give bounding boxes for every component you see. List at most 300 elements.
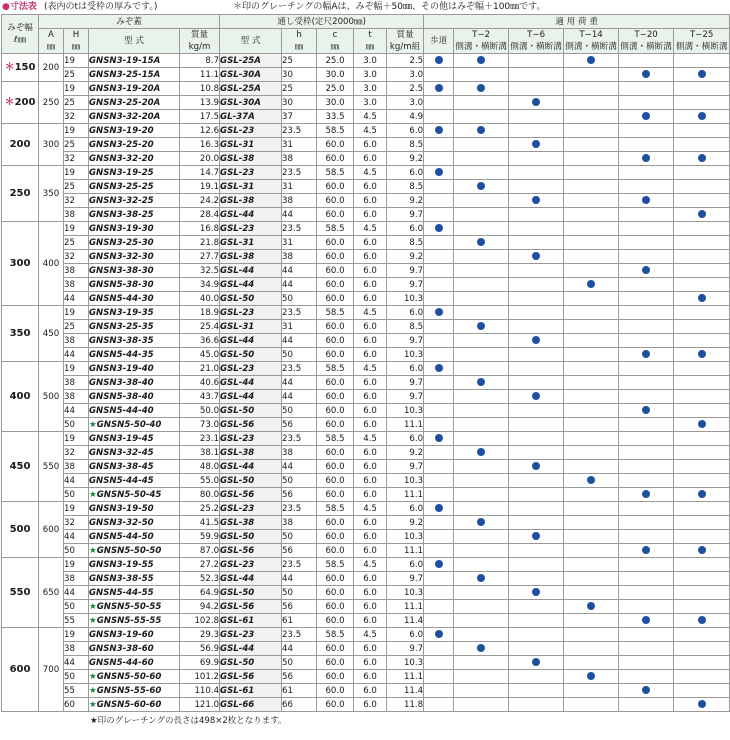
load-cell: [674, 222, 730, 236]
fh-cell: 23.5: [282, 558, 317, 572]
fh-cell: 50: [282, 404, 317, 418]
fmass-cell: 9.2: [387, 446, 424, 460]
model-cell: [89, 208, 180, 222]
model-cell: [89, 586, 180, 600]
fmass-cell: 6.0: [387, 222, 424, 236]
h-cell: 50: [64, 488, 89, 502]
load-cell: [424, 292, 454, 306]
load-cell: [509, 502, 564, 516]
load-cell: [619, 502, 674, 516]
load-cell: [674, 460, 730, 474]
col-ft: [354, 29, 387, 54]
model-value: GNSN3-19-60: [89, 629, 154, 640]
load-cell: [619, 236, 674, 250]
table-row: [2, 306, 730, 320]
load-cell: [564, 544, 619, 558]
model-value: GNSN3-25-25: [89, 181, 154, 192]
load-cell: [424, 600, 454, 614]
fmass-cell: 6.0: [387, 306, 424, 320]
fmass-cell: 8.5: [387, 236, 424, 250]
load-cell: [509, 54, 564, 68]
frame-model-cell: GSL-50: [220, 656, 282, 670]
width-cell: [2, 54, 39, 82]
ft-cell: 6.0: [354, 264, 387, 278]
fh-cell: 50: [282, 586, 317, 600]
load-cell: [674, 418, 730, 432]
load-cell: [454, 348, 509, 362]
load-cell: [509, 544, 564, 558]
load-dot-icon: [532, 392, 540, 400]
width-cell: [2, 82, 39, 124]
load-dot-icon: [642, 686, 650, 694]
frame-model-cell: GSL-50: [220, 292, 282, 306]
load-cell: [619, 698, 674, 712]
fh-cell: 31: [282, 138, 317, 152]
load-cell: [509, 558, 564, 572]
model-value: GNSN3-32-20: [89, 153, 154, 164]
load-cell: [674, 124, 730, 138]
ft-cell: 6.0: [354, 600, 387, 614]
mass-cell: 25.4: [180, 320, 220, 334]
model-value: GNSN5-50-45: [96, 489, 162, 500]
ft-cell: 4.5: [354, 362, 387, 376]
col-load-label: T−25: [689, 30, 714, 40]
load-cell: [454, 194, 509, 208]
load-cell: [424, 614, 454, 628]
h-cell: 32: [64, 516, 89, 530]
load-dot-icon: [698, 490, 706, 498]
table-row: [2, 460, 730, 474]
load-dot-icon: [642, 154, 650, 162]
load-cell: [619, 166, 674, 180]
load-cell: [619, 348, 674, 362]
load-cell: [619, 446, 674, 460]
mass-cell: 94.2: [180, 600, 220, 614]
fh-cell: 30: [282, 68, 317, 82]
load-cell: [424, 348, 454, 362]
load-cell: [424, 586, 454, 600]
h-cell: 44: [64, 586, 89, 600]
frame-model-cell: GSL-38: [220, 250, 282, 264]
load-cell: [674, 180, 730, 194]
load-cell: [619, 194, 674, 208]
col-load-label: T−20: [634, 30, 658, 40]
frame-model-cell: GSL-50: [220, 474, 282, 488]
ft-cell: 3.0: [354, 54, 387, 68]
frame-model-cell: GSL-30A: [220, 68, 282, 82]
load-dot-icon: [435, 364, 443, 372]
model-cell: [89, 236, 180, 250]
fmass-cell: 9.7: [387, 642, 424, 656]
model-cell: [89, 390, 180, 404]
load-cell: [674, 194, 730, 208]
load-cell: [619, 250, 674, 264]
a-cell: 500: [39, 362, 64, 432]
load-cell: [619, 572, 674, 586]
mass-cell: 102.8: [180, 614, 220, 628]
load-cell: [619, 68, 674, 82]
width-cell: [2, 362, 39, 432]
load-cell: [454, 460, 509, 474]
model-cell: [89, 572, 180, 586]
fc-cell: 60.0: [317, 698, 354, 712]
load-cell: [564, 152, 619, 166]
load-cell: [564, 138, 619, 152]
fmass-cell: 10.3: [387, 474, 424, 488]
model-value: GNSN3-19-15A: [89, 55, 161, 66]
ft-cell: 6.0: [354, 376, 387, 390]
col-load-sidewalk: [424, 29, 454, 54]
h-cell: 19: [64, 222, 89, 236]
mass-cell: 23.1: [180, 432, 220, 446]
load-cell: [454, 166, 509, 180]
load-cell: [454, 446, 509, 460]
fmass-cell: 8.5: [387, 320, 424, 334]
col-fmass-label: 質量: [396, 30, 414, 40]
load-cell: [424, 166, 454, 180]
load-cell: [674, 264, 730, 278]
model-cell: [89, 656, 180, 670]
model-cell: [89, 264, 180, 278]
load-cell: [454, 222, 509, 236]
load-cell: [424, 390, 454, 404]
col-ft-label: t: [368, 30, 372, 40]
ft-cell: 6.0: [354, 194, 387, 208]
load-cell: [674, 558, 730, 572]
load-cell: [424, 516, 454, 530]
h-cell: 60: [64, 698, 89, 712]
table-row: [2, 348, 730, 362]
mass-cell: 50.0: [180, 404, 220, 418]
load-cell: [509, 642, 564, 656]
model-star-mark: ★: [89, 601, 97, 612]
table-row: [2, 390, 730, 404]
h-cell: 44: [64, 474, 89, 488]
load-cell: [509, 194, 564, 208]
h-cell: 32: [64, 152, 89, 166]
width-value: 200: [9, 138, 31, 150]
load-cell: [509, 334, 564, 348]
load-cell: [509, 264, 564, 278]
fh-cell: 23.5: [282, 166, 317, 180]
fmass-cell: 9.2: [387, 516, 424, 530]
model-cell: [89, 334, 180, 348]
load-cell: [424, 572, 454, 586]
load-cell: [424, 376, 454, 390]
fmass-cell: 6.0: [387, 166, 424, 180]
model-cell: [89, 250, 180, 264]
width-cell: [2, 166, 39, 222]
fc-cell: 60.0: [317, 530, 354, 544]
model-cell: [89, 180, 180, 194]
table-row: [2, 698, 730, 712]
load-cell: [509, 432, 564, 446]
h-cell: 19: [64, 166, 89, 180]
load-cell: [509, 474, 564, 488]
load-cell: [454, 698, 509, 712]
width-cell: [2, 558, 39, 628]
h-cell: 44: [64, 404, 89, 418]
fmass-cell: 6.0: [387, 558, 424, 572]
fh-cell: 44: [282, 376, 317, 390]
load-cell: [564, 334, 619, 348]
h-cell: 19: [64, 82, 89, 96]
load-cell: [674, 110, 730, 124]
load-dot-icon: [435, 560, 443, 568]
load-dot-icon: [435, 126, 443, 134]
h-cell: 38: [64, 460, 89, 474]
mass-cell: 16.3: [180, 138, 220, 152]
load-cell: [454, 68, 509, 82]
load-dot-icon: [698, 294, 706, 302]
ft-cell: 4.5: [354, 558, 387, 572]
fmass-cell: 9.7: [387, 376, 424, 390]
table-row: [2, 68, 730, 82]
fh-cell: 44: [282, 572, 317, 586]
load-cell: [454, 292, 509, 306]
ft-cell: 4.5: [354, 628, 387, 642]
table-title: ●寸法表: [2, 2, 37, 12]
col-ft-unit: ㎜: [365, 42, 375, 52]
load-cell: [674, 348, 730, 362]
model-value: GNSN5-55-60: [96, 685, 162, 696]
fmass-cell: 9.7: [387, 460, 424, 474]
col-width-label: みぞ幅: [7, 23, 33, 33]
h-cell: 32: [64, 446, 89, 460]
load-cell: [509, 530, 564, 544]
fmass-cell: 10.3: [387, 404, 424, 418]
table-row: [2, 530, 730, 544]
col-fh: [282, 29, 317, 54]
frame-model-cell: GSL-23: [220, 124, 282, 138]
frame-model-cell: GSL-31: [220, 320, 282, 334]
load-dot-icon: [642, 616, 650, 624]
fmass-cell: 3.0: [387, 96, 424, 110]
load-cell: [619, 614, 674, 628]
load-dot-icon: [435, 434, 443, 442]
fh-cell: 61: [282, 614, 317, 628]
load-cell: [424, 152, 454, 166]
table-row: [2, 96, 730, 110]
table-row: [2, 110, 730, 124]
model-value: GNSN3-19-25: [89, 167, 154, 178]
fh-cell: 38: [282, 250, 317, 264]
model-cell: [89, 474, 180, 488]
h-cell: 44: [64, 530, 89, 544]
load-cell: [454, 306, 509, 320]
load-cell: [509, 516, 564, 530]
load-cell: [674, 376, 730, 390]
frame-model-cell: GSL-56: [220, 488, 282, 502]
frame-model-cell: GSL-61: [220, 684, 282, 698]
load-cell: [564, 54, 619, 68]
ft-cell: 4.5: [354, 502, 387, 516]
fmass-cell: 11.4: [387, 684, 424, 698]
load-cell: [619, 82, 674, 96]
fh-cell: 38: [282, 152, 317, 166]
table-row: [2, 516, 730, 530]
fmass-cell: 4.9: [387, 110, 424, 124]
load-cell: [424, 488, 454, 502]
model-star-mark: ★: [89, 685, 97, 696]
model-cell: [89, 138, 180, 152]
fmass-cell: 11.1: [387, 418, 424, 432]
load-cell: [454, 418, 509, 432]
col-load-group: 適 用 荷 重: [424, 15, 730, 29]
load-cell: [509, 572, 564, 586]
fc-cell: 58.5: [317, 558, 354, 572]
fh-cell: 38: [282, 446, 317, 460]
load-dot-icon: [642, 490, 650, 498]
h-cell: 19: [64, 558, 89, 572]
table-row: [2, 544, 730, 558]
fc-cell: 60.0: [317, 516, 354, 530]
fmass-cell: 10.3: [387, 292, 424, 306]
ft-cell: 6.0: [354, 488, 387, 502]
load-cell: [564, 614, 619, 628]
load-cell: [619, 684, 674, 698]
fmass-cell: 10.3: [387, 586, 424, 600]
h-cell: 38: [64, 278, 89, 292]
load-cell: [619, 292, 674, 306]
fc-cell: 60.0: [317, 586, 354, 600]
frame-model-cell: GSL-38: [220, 516, 282, 530]
fh-cell: 44: [282, 278, 317, 292]
load-cell: [619, 600, 674, 614]
load-dot-icon: [698, 112, 706, 120]
load-cell: [509, 208, 564, 222]
mass-cell: 43.7: [180, 390, 220, 404]
load-cell: [619, 642, 674, 656]
table-row: [2, 474, 730, 488]
a-cell: 450: [39, 306, 64, 362]
load-cell: [454, 474, 509, 488]
model-value: GNSN3-25-20A: [89, 97, 161, 108]
h-cell: 19: [64, 306, 89, 320]
load-cell: [424, 236, 454, 250]
fc-cell: 60.0: [317, 572, 354, 586]
frame-model-cell: GSL-44: [220, 278, 282, 292]
load-dot-icon: [642, 112, 650, 120]
load-cell: [454, 404, 509, 418]
fmass-cell: 11.8: [387, 698, 424, 712]
load-cell: [424, 138, 454, 152]
load-cell: [509, 460, 564, 474]
fh-cell: 56: [282, 544, 317, 558]
fmass-cell: 9.7: [387, 264, 424, 278]
model-value: GNSN5-44-30: [89, 293, 154, 304]
model-cell: [89, 124, 180, 138]
model-cell: [89, 54, 180, 68]
model-cell: [89, 404, 180, 418]
fc-cell: 58.5: [317, 502, 354, 516]
load-cell: [619, 306, 674, 320]
load-cell: [619, 222, 674, 236]
model-cell: [89, 222, 180, 236]
load-cell: [619, 530, 674, 544]
frame-model-cell: GSL-44: [220, 642, 282, 656]
load-cell: [564, 572, 619, 586]
fc-cell: 60.0: [317, 656, 354, 670]
load-dot-icon: [642, 406, 650, 414]
ft-cell: 4.5: [354, 222, 387, 236]
model-cell: [89, 278, 180, 292]
mass-cell: 121.0: [180, 698, 220, 712]
ft-cell: 6.0: [354, 642, 387, 656]
col-load-t14: [564, 29, 619, 54]
ft-cell: 6.0: [354, 208, 387, 222]
load-cell: [619, 432, 674, 446]
h-cell: 50: [64, 600, 89, 614]
load-dot-icon: [532, 196, 540, 204]
model-value: GNSN5-44-45: [89, 475, 154, 486]
model-cell: [89, 530, 180, 544]
fc-cell: 60.0: [317, 152, 354, 166]
width-value: 200: [14, 96, 36, 108]
model-value: GNSN3-32-20A: [89, 111, 161, 122]
load-cell: [509, 292, 564, 306]
frame-model-cell: GSL-50: [220, 404, 282, 418]
a-cell: 550: [39, 432, 64, 502]
fh-cell: 56: [282, 670, 317, 684]
load-cell: [619, 334, 674, 348]
load-cell: [509, 586, 564, 600]
load-cell: [619, 418, 674, 432]
spec-table: [1, 14, 730, 712]
model-cell: [89, 502, 180, 516]
model-star-mark: ★: [89, 699, 97, 710]
width-star-mark: ＊: [4, 96, 15, 108]
ft-cell: 6.0: [354, 348, 387, 362]
ft-cell: 6.0: [354, 180, 387, 194]
load-cell: [564, 418, 619, 432]
table-row: [2, 362, 730, 376]
fmass-cell: 10.3: [387, 656, 424, 670]
fc-cell: 60.0: [317, 670, 354, 684]
load-dot-icon: [435, 504, 443, 512]
fh-cell: 31: [282, 180, 317, 194]
width-cell: [2, 502, 39, 558]
fc-cell: 60.0: [317, 390, 354, 404]
mass-cell: 13.9: [180, 96, 220, 110]
model-value: GNSN5-55-55: [96, 615, 162, 626]
load-cell: [454, 110, 509, 124]
h-cell: 25: [64, 68, 89, 82]
load-cell: [619, 54, 674, 68]
model-star-mark: ★: [89, 419, 97, 430]
load-cell: [619, 124, 674, 138]
frame-model-cell: GSL-44: [220, 334, 282, 348]
page-header: [0, 0, 720, 14]
load-cell: [509, 348, 564, 362]
mass-cell: 19.1: [180, 180, 220, 194]
ft-cell: 6.0: [354, 544, 387, 558]
load-cell: [509, 362, 564, 376]
width-value: 250: [9, 187, 31, 199]
model-cell: [89, 516, 180, 530]
fh-cell: 44: [282, 460, 317, 474]
load-cell: [619, 264, 674, 278]
load-cell: [619, 96, 674, 110]
fh-cell: 50: [282, 474, 317, 488]
h-cell: 44: [64, 292, 89, 306]
fmass-cell: 10.3: [387, 348, 424, 362]
load-cell: [674, 334, 730, 348]
load-cell: [564, 432, 619, 446]
fh-cell: 44: [282, 390, 317, 404]
col-fmass-unit: kg/m組: [389, 42, 421, 52]
load-dot-icon: [698, 70, 706, 78]
